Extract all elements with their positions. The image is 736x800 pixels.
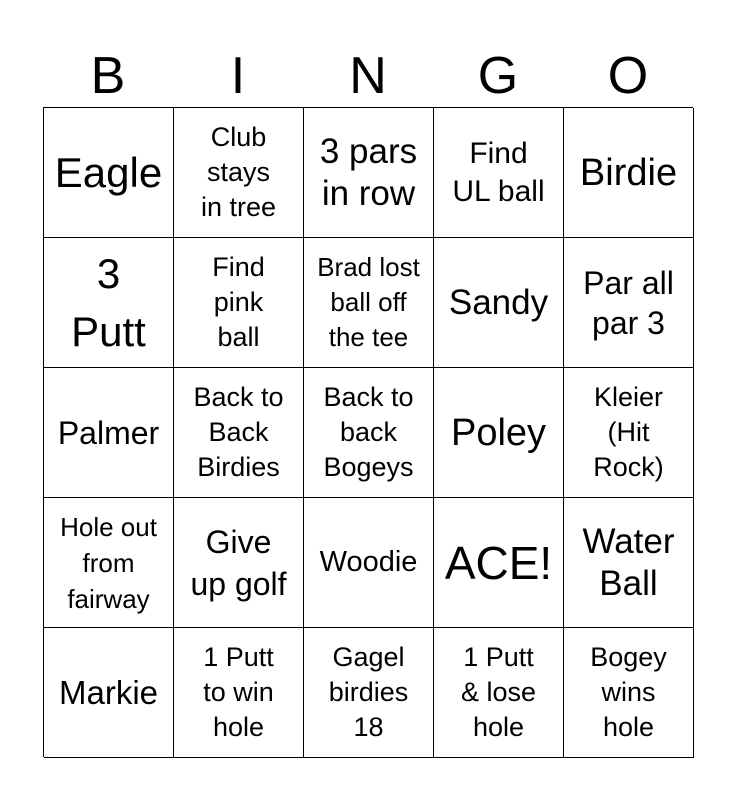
bingo-cell-r4-c1[interactable] [44, 498, 174, 628]
bingo-cell-r2-c5[interactable] [564, 238, 694, 368]
bingo-cell-r5-c2[interactable] [174, 628, 304, 758]
cell-text: Woodie [319, 546, 418, 578]
bingo-cell-r5-c4[interactable] [434, 628, 564, 758]
bingo-cell-r4-c2[interactable] [174, 498, 304, 628]
cell-text: Eagle [54, 148, 163, 196]
bingo-cell-r2-c4[interactable] [434, 238, 564, 368]
cell-text: Gagel birdies 18 [328, 642, 409, 742]
cell-text: Find UL ball [452, 136, 545, 208]
cell-text: Poley [450, 411, 547, 454]
bingo-cell-r1-c5[interactable] [564, 108, 694, 238]
cell-text: 3 Putt [71, 249, 146, 355]
bingo-cell-r4-c3[interactable] [304, 498, 434, 628]
cell-text: 1 Putt to win hole [203, 642, 274, 742]
bingo-cell-r3-c3[interactable] [304, 368, 434, 498]
cell-text: Birdie [579, 151, 678, 194]
cell-text: Hole out from fairway [60, 511, 157, 614]
bingo-cell-r2-c3[interactable] [304, 238, 434, 368]
bingo-cell-r3-c1[interactable] [44, 368, 174, 498]
cell-text: ACE! [444, 536, 553, 589]
bingo-cell-r3-c2[interactable] [174, 368, 304, 498]
header-letter-o: O [607, 47, 649, 105]
bingo-cell-r5-c1[interactable] [44, 628, 174, 758]
header-letter-b: B [90, 47, 126, 105]
bingo-cell-r5-c5[interactable] [564, 628, 694, 758]
bingo-cell-r1-c2[interactable] [174, 108, 304, 238]
cell-text: Back to back Bogeys [323, 382, 414, 482]
bingo-cell-r5-c3[interactable] [304, 628, 434, 758]
bingo-cell-r1-c4[interactable] [434, 108, 564, 238]
header-letter-g: G [477, 47, 519, 105]
bingo-cell-r4-c4[interactable] [434, 498, 564, 628]
bingo-cell-r4-c5[interactable] [564, 498, 694, 628]
bingo-header [43, 48, 693, 104]
cell-text: Water Ball [582, 521, 675, 603]
cell-text: 1 Putt & lose hole [460, 642, 537, 742]
bingo-cell-r3-c5[interactable] [564, 368, 694, 498]
cell-text: Club stays in tree [200, 122, 277, 222]
cell-text: Back to Back Birdies [193, 382, 284, 482]
cell-text: Markie [58, 673, 159, 711]
cell-text: Palmer [57, 414, 160, 451]
cell-text: Bogey wins hole [590, 642, 667, 742]
bingo-cell-r1-c1[interactable] [44, 108, 174, 238]
cell-text: Give up golf [190, 523, 287, 602]
bingo-grid [43, 107, 693, 757]
bingo-cell-r1-c3[interactable] [304, 108, 434, 238]
bingo-cell-r3-c4[interactable] [434, 368, 564, 498]
cell-text: Sandy [448, 282, 549, 322]
header-letter-i: I [230, 47, 246, 105]
cell-text: 3 pars in row [319, 131, 418, 213]
cell-text: Kleier (Hit Rock) [593, 382, 664, 482]
bingo-cell-r2-c2[interactable] [174, 238, 304, 368]
cell-text: Brad lost ball off the tee [317, 252, 420, 352]
header-letter-n: N [349, 47, 387, 105]
cell-text: Par all par 3 [583, 264, 674, 341]
bingo-cell-r2-c1[interactable] [44, 238, 174, 368]
cell-text: Find pink ball [212, 252, 265, 352]
